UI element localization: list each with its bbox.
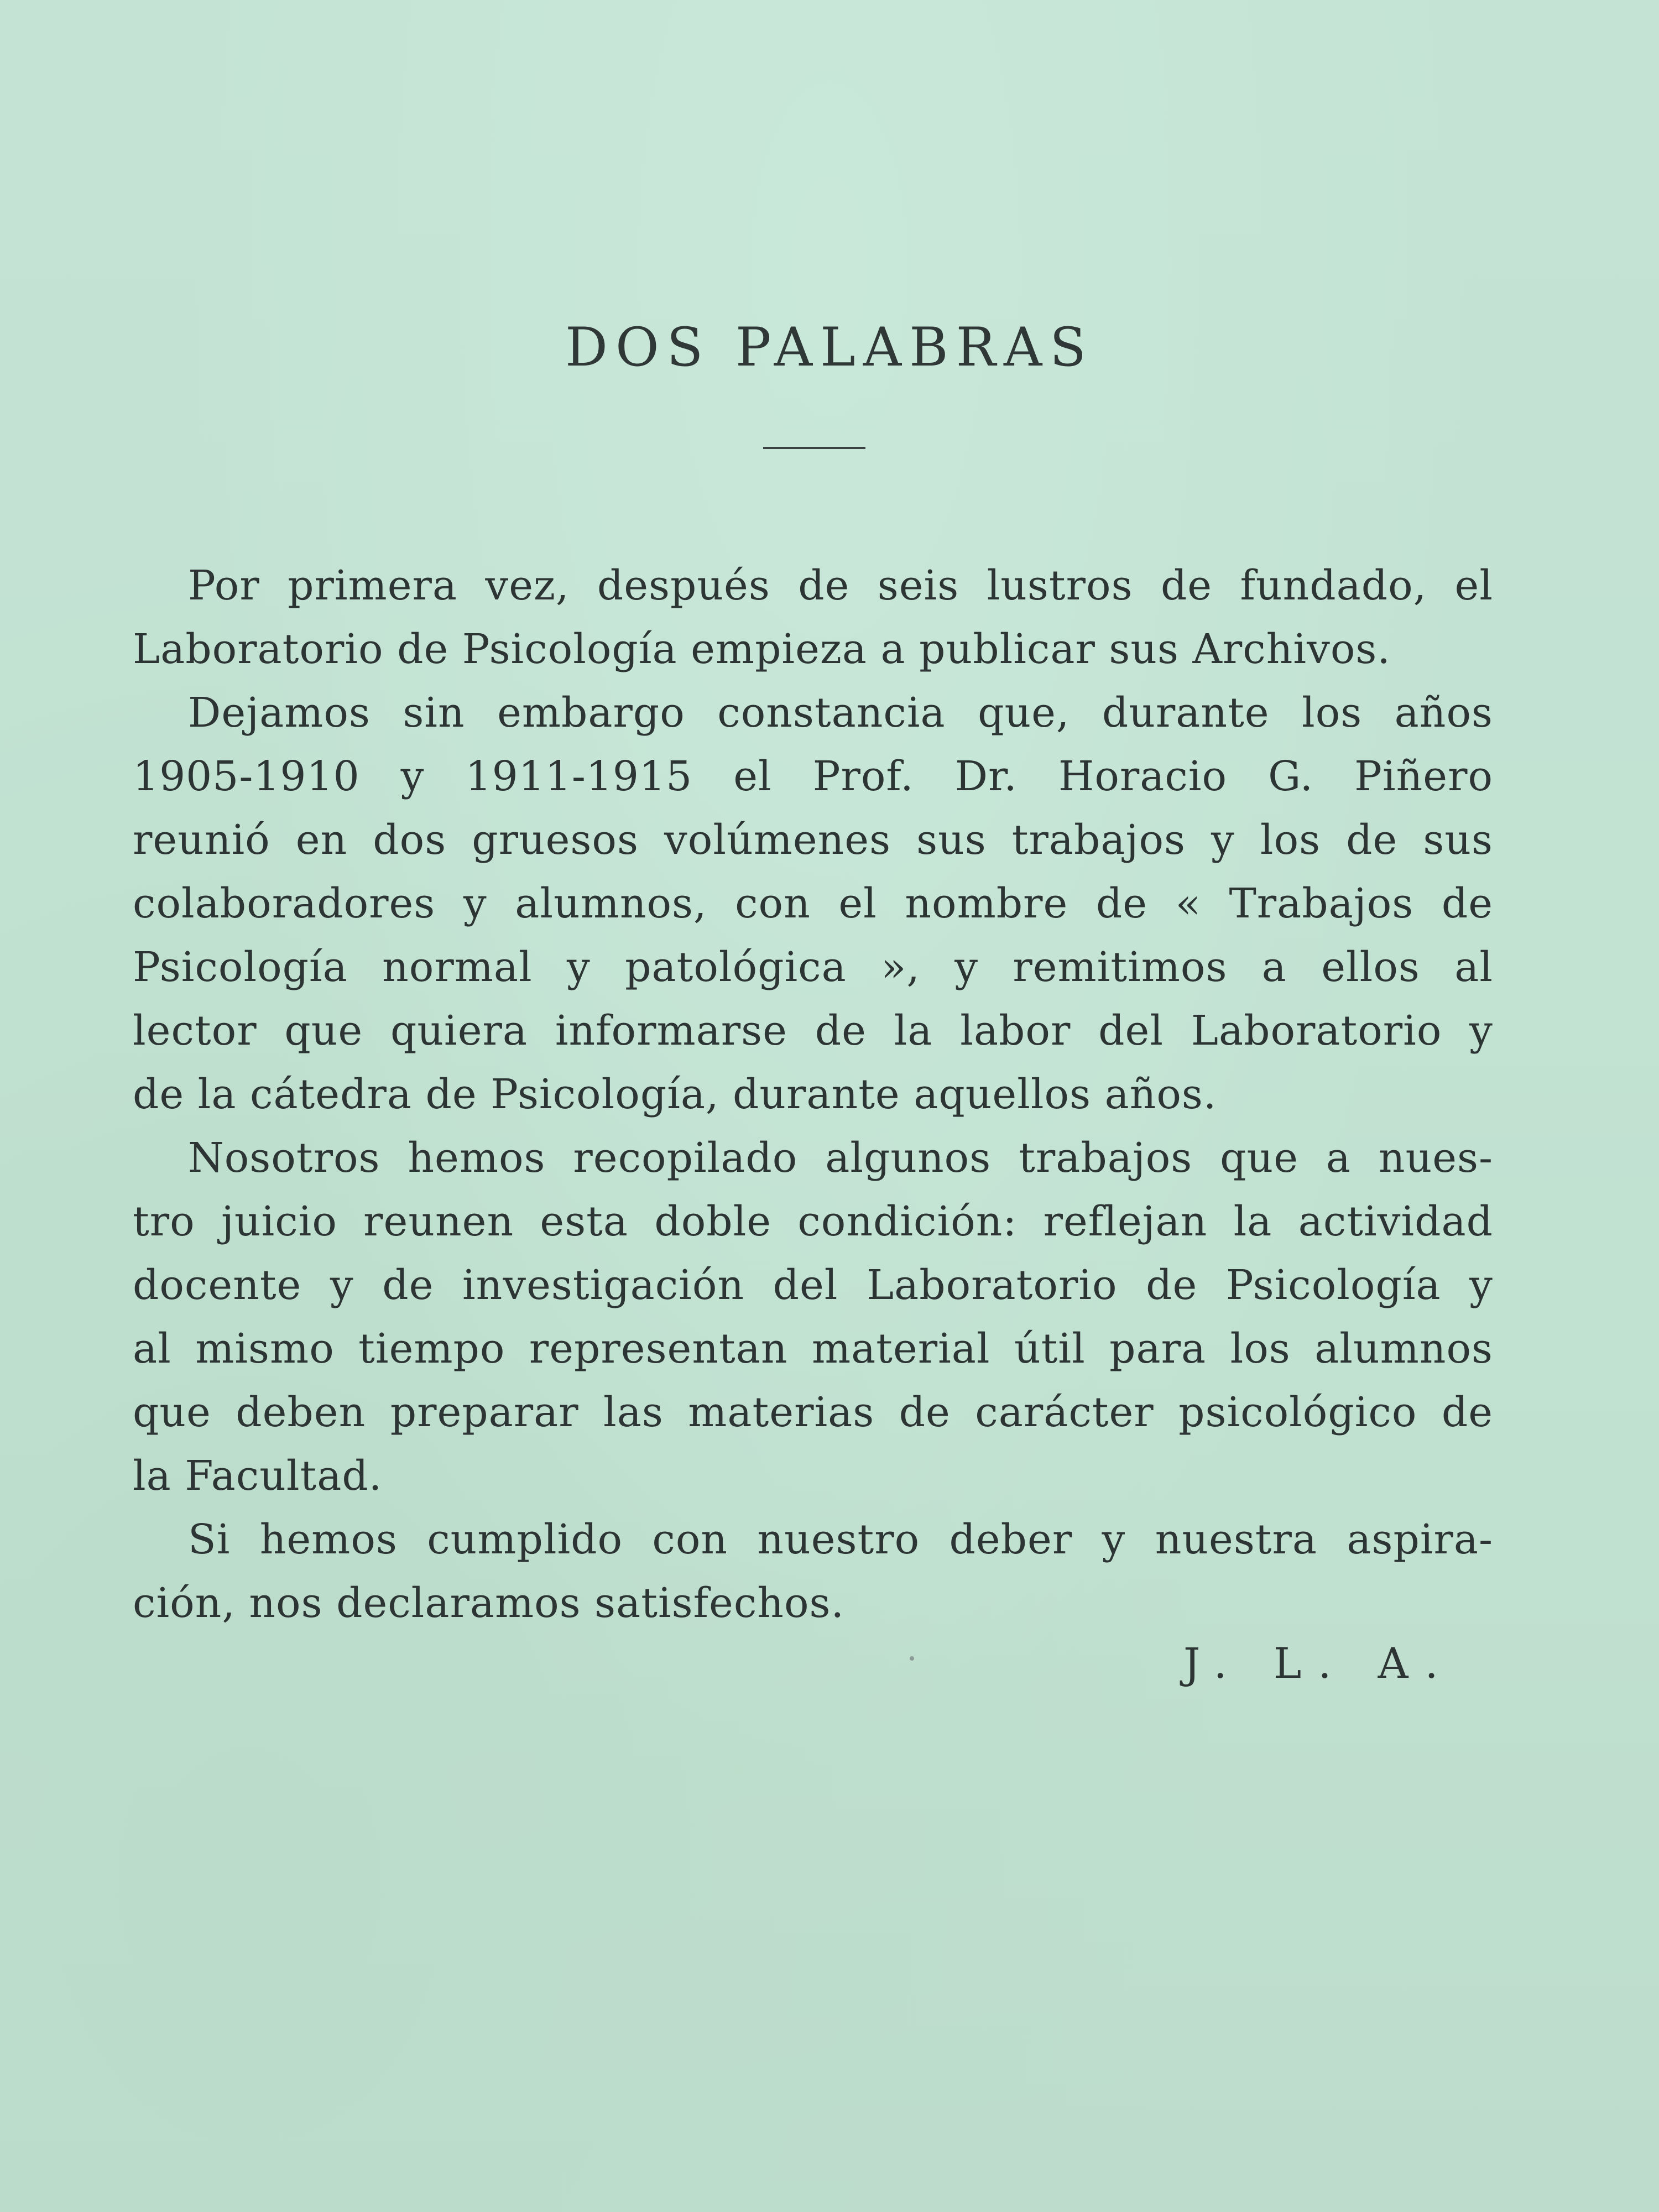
paragraph-2-line-2: 1905-1910 y 1911-1915 el Prof. Dr. Horacio G. Piñero — [133, 753, 1493, 800]
paper-speck — [910, 1656, 914, 1661]
paragraph-3-line-3: docente y de investigación del Laboratorio de Psicología y — [133, 1261, 1493, 1309]
paragraph-3-line-1: Nosotros hemos recopilado algunos trabajos que a nues- — [188, 1134, 1493, 1182]
paragraph-1-line-1: Por primera vez, después de seis lustros de fundado, el — [188, 562, 1493, 609]
paragraph-1-line-2: Laboratorio de Psicología empieza a publicar sus Archivos. — [133, 625, 1391, 673]
paragraph-2-line-7: de la cátedra de Psicología, durante aquellos años. — [133, 1071, 1217, 1118]
signature-initials: J. L. A. — [1183, 1639, 1455, 1688]
paragraph-3-line-5: que deben preparar las materias de carácter psicológico de — [133, 1389, 1493, 1436]
page-title: DOS PALABRAS — [565, 316, 1094, 378]
title-divider — [763, 447, 865, 449]
paragraph-3-line-6: la Facultad. — [133, 1452, 383, 1500]
paragraph-2-line-3: reunió en dos gruesos volúmenes sus trabajos y los de sus — [133, 816, 1493, 864]
body-text — [133, 554, 1493, 1635]
paragraph-4-line-1: Si hemos cumplido con nuestro deber y nuestra aspira- — [188, 1516, 1493, 1563]
paragraph-3-line-2: tro juicio reunen esta doble condición: reflejan la actividad — [133, 1198, 1493, 1245]
paragraph-2-line-4: colaboradores y alumnos, con el nombre de « Trabajos de — [133, 880, 1493, 927]
paragraph-2-line-5: Psicología normal y patológica », y remitimos a ellos al — [133, 943, 1493, 991]
paragraph-2-line-6: lector que quiera informarse de la labor del Laboratorio y — [133, 1007, 1493, 1055]
paragraph-2-line-1: Dejamos sin embargo constancia que, durante los años — [188, 689, 1493, 737]
paragraph-3-line-4: al mismo tiempo representan material útil para los alumnos — [133, 1325, 1493, 1373]
paragraph-4-line-2: ción, nos declaramos satisfechos. — [133, 1579, 844, 1627]
